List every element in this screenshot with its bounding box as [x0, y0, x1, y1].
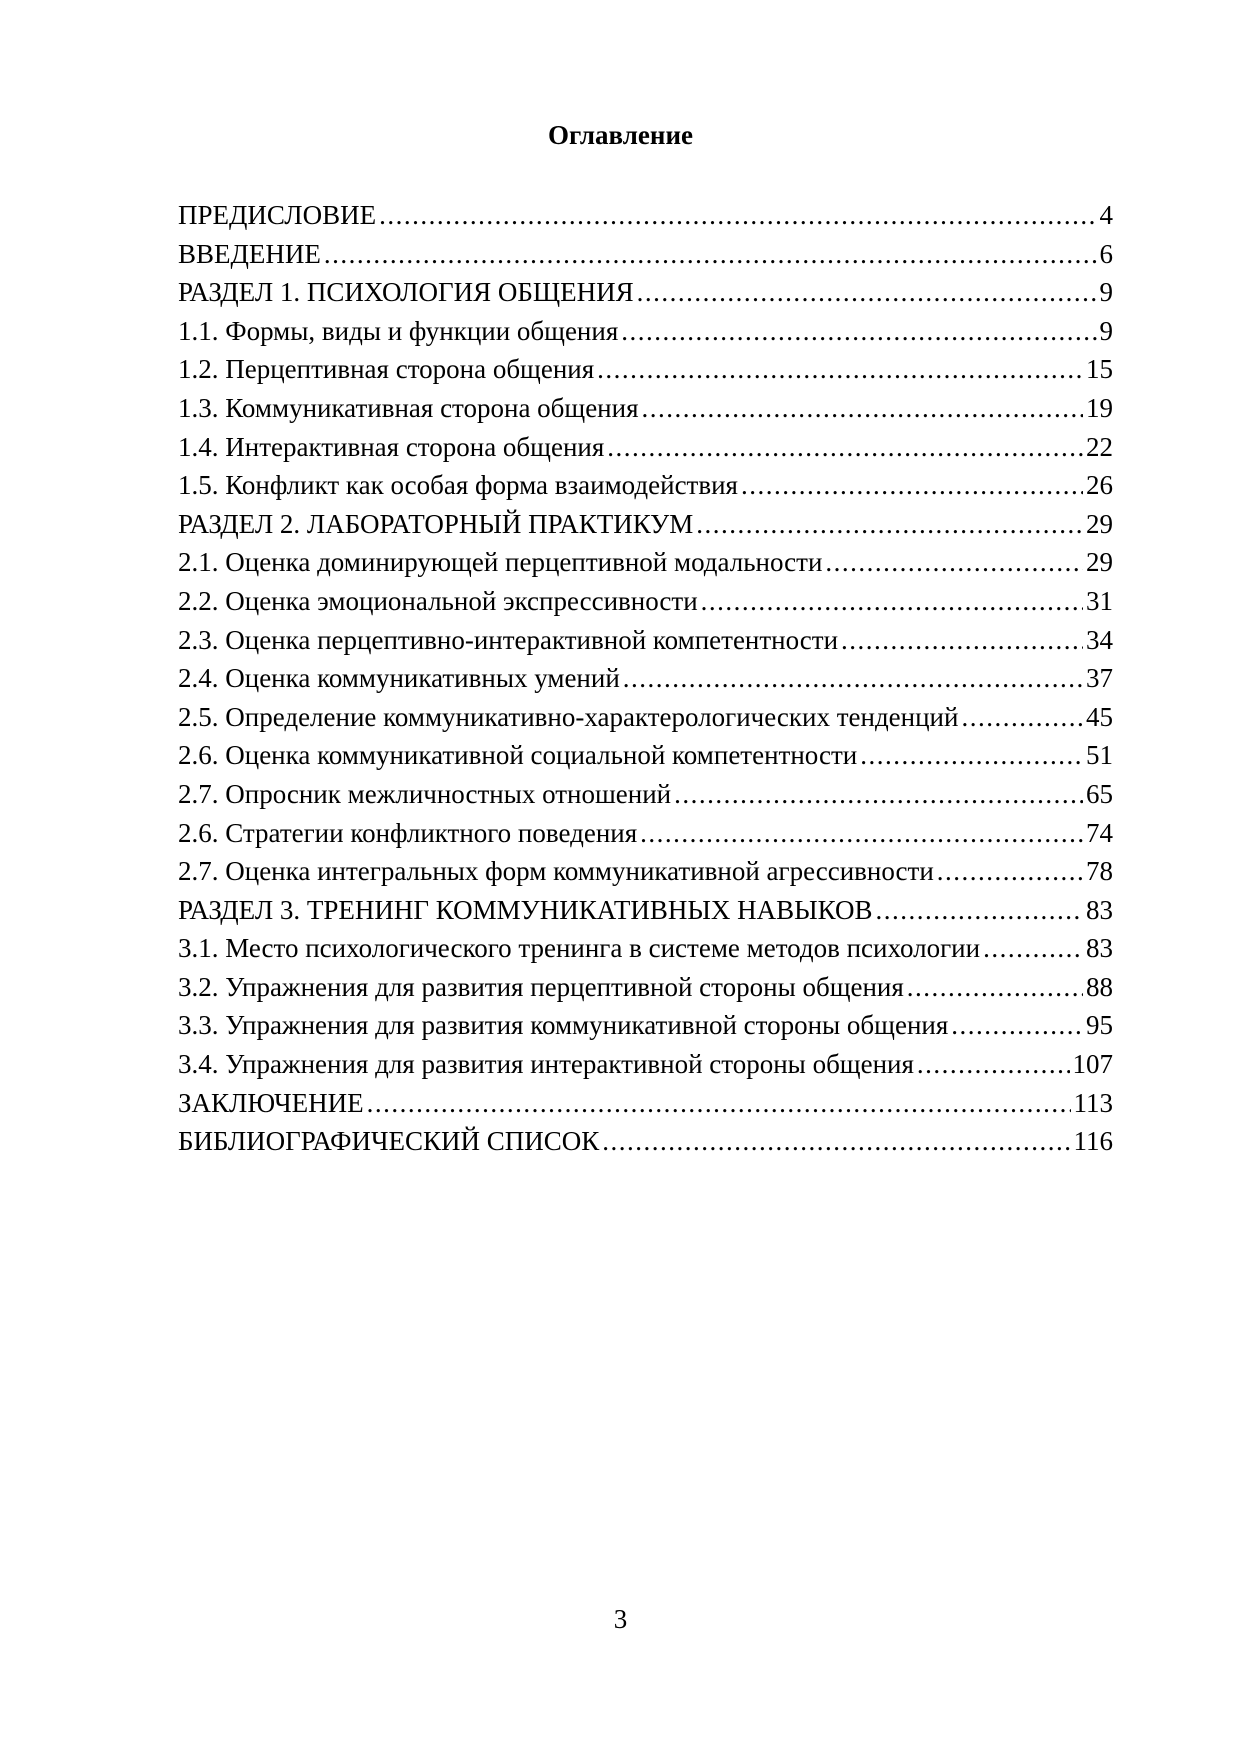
toc-entry-page: 22: [1086, 431, 1113, 462]
toc-entry[interactable]: [178, 1084, 1113, 1123]
toc-entry-page: 74: [1086, 817, 1113, 848]
toc-title: Оглавление: [548, 120, 693, 150]
dot-leader: [701, 582, 1083, 621]
toc-entry[interactable]: [178, 312, 1113, 351]
dot-leader: [637, 273, 1097, 312]
toc-entry-label: 2.5. Определение коммуникативно-характерологических тенденций: [178, 701, 959, 732]
toc-entry-label: 1.1. Формы, виды и функции общения: [178, 315, 619, 346]
toc-entry-page: 116: [1073, 1126, 1113, 1157]
toc-entry-label: 3.2. Упражнения для развития перцептивной стороны общения: [178, 971, 904, 1002]
toc-entry[interactable]: [178, 1045, 1113, 1084]
toc-entry-label: ВВЕДЕНИЕ: [178, 238, 321, 269]
toc-entry-page: 83: [1086, 894, 1113, 925]
toc-entry-label: 1.2. Перцептивная сторона общения: [178, 354, 595, 385]
dot-leader: [983, 929, 1083, 968]
toc-entry-page: 65: [1086, 778, 1113, 809]
toc-entry-page: 45: [1086, 701, 1113, 732]
toc-entry-page: 83: [1086, 933, 1113, 964]
toc-entry-page: 9: [1099, 277, 1113, 308]
dot-leader: [674, 775, 1083, 814]
toc-entry-page: 15: [1086, 354, 1113, 385]
toc-entry[interactable]: [178, 505, 1113, 544]
toc-entry-label: 1.4. Интерактивная сторона общения: [178, 431, 605, 462]
dot-leader: [741, 466, 1083, 505]
dot-leader: [917, 1045, 1070, 1084]
dot-leader: [951, 1006, 1083, 1045]
dot-leader: [379, 196, 1096, 235]
toc-entry[interactable]: [178, 466, 1113, 505]
toc-entry-page: 19: [1086, 392, 1113, 423]
toc-entry[interactable]: [178, 852, 1113, 891]
toc-entry-page: 107: [1072, 1049, 1113, 1080]
toc-entry-page: 31: [1086, 585, 1113, 616]
toc-entry-label: БИБЛИОГРАФИЧЕСКИЙ СПИСОК: [178, 1126, 600, 1157]
toc-entry[interactable]: [178, 235, 1113, 274]
toc-entry-page: 78: [1086, 856, 1113, 887]
toc-entry[interactable]: [178, 929, 1113, 968]
toc-entry[interactable]: [178, 196, 1113, 235]
toc-entry[interactable]: [178, 698, 1113, 737]
toc-entry-label: ЗАКЛЮЧЕНИЕ: [178, 1087, 364, 1118]
toc-entry-page: 6: [1099, 238, 1113, 269]
toc-entry-page: 37: [1086, 663, 1113, 694]
toc-entry-label: 3.3. Упражнения для развития коммуникативной стороны общения: [178, 1010, 949, 1041]
toc-entry-label: 2.4. Оценка коммуникативных умений: [178, 663, 620, 694]
dot-leader: [607, 428, 1083, 467]
dot-leader: [367, 1084, 1071, 1123]
dot-leader: [642, 389, 1083, 428]
dot-leader: [597, 350, 1083, 389]
toc-entry[interactable]: [178, 582, 1113, 621]
toc-entry[interactable]: [178, 736, 1113, 775]
toc-entry[interactable]: [178, 968, 1113, 1007]
toc-entry-label: 1.3. Коммуникативная сторона общения: [178, 392, 639, 423]
toc-entry-label: РАЗДЕЛ 1. ПСИХОЛОГИЯ ОБЩЕНИЯ: [178, 277, 634, 308]
toc-entry[interactable]: [178, 1122, 1113, 1161]
toc-entry[interactable]: [178, 621, 1113, 660]
toc-entry-label: 2.7. Оценка интегральных форм коммуникативной агрессивности: [178, 856, 934, 887]
toc-entry-label: 3.1. Место психологического тренинга в системе методов психологии: [178, 933, 981, 964]
toc-entry-label: 3.4. Упражнения для развития интерактивной стороны общения: [178, 1049, 914, 1080]
dot-leader: [841, 621, 1083, 660]
dot-leader: [937, 852, 1083, 891]
dot-leader: [860, 736, 1083, 775]
toc-entry-page: 34: [1086, 624, 1113, 655]
dot-leader: [602, 1122, 1070, 1161]
dot-leader: [324, 235, 1097, 274]
toc-entry[interactable]: [178, 389, 1113, 428]
toc-entry-label: 2.6. Оценка коммуникативной социальной компетентности: [178, 740, 858, 771]
dot-leader: [961, 698, 1083, 737]
dot-leader: [696, 505, 1083, 544]
toc-entry[interactable]: [178, 814, 1113, 853]
toc-entry-page: 9: [1099, 315, 1113, 346]
toc-entry[interactable]: [178, 543, 1113, 582]
toc-entry[interactable]: [178, 775, 1113, 814]
toc-entry-label: 2.7. Опросник межличностных отношений: [178, 778, 672, 809]
toc-entry-label: 2.1. Оценка доминирующей перцептивной модальности: [178, 547, 823, 578]
toc-entry[interactable]: [178, 891, 1113, 930]
toc-entry-page: 113: [1073, 1087, 1113, 1118]
toc-entry-label: ПРЕДИСЛОВИЕ: [178, 200, 377, 230]
toc-entry-label: 2.6. Стратегии конфликтного поведения: [178, 817, 638, 848]
toc-entry[interactable]: [178, 659, 1113, 698]
dot-leader: [623, 659, 1083, 698]
toc-entry-page: 95: [1086, 1010, 1113, 1041]
toc-entry-page: 29: [1086, 508, 1113, 539]
dot-leader: [876, 891, 1083, 930]
toc-entry[interactable]: [178, 1006, 1113, 1045]
toc-entry-page: 88: [1086, 971, 1113, 1002]
dot-leader: [640, 814, 1083, 853]
dot-leader: [907, 968, 1083, 1007]
toc-entry-page: 51: [1086, 740, 1113, 771]
toc-entry-label: 2.2. Оценка эмоциональной экспрессивности: [178, 585, 698, 616]
page-number: 3: [613, 1604, 628, 1634]
toc-entry-page: 29: [1086, 547, 1113, 578]
toc-list: [178, 196, 1113, 1161]
toc-entry-label: 2.3. Оценка перцептивно-интерактивной компетентности: [178, 624, 839, 655]
toc-entry[interactable]: [178, 428, 1113, 467]
toc-entry-label: РАЗДЕЛ 2. ЛАБОРАТОРНЫЙ ПРАКТИКУМ: [178, 508, 694, 539]
dot-leader: [825, 543, 1083, 582]
toc-entry-page: 4: [1099, 200, 1113, 230]
dot-leader: [621, 312, 1096, 351]
toc-entry-label: 1.5. Конфликт как особая форма взаимодействия: [178, 470, 738, 501]
toc-entry-page: 26: [1086, 470, 1113, 501]
toc-entry[interactable]: [178, 350, 1113, 389]
toc-entry[interactable]: [178, 273, 1113, 312]
toc-entry-label: РАЗДЕЛ 3. ТРЕНИНГ КОММУНИКАТИВНЫХ НАВЫКОВ: [178, 894, 873, 925]
